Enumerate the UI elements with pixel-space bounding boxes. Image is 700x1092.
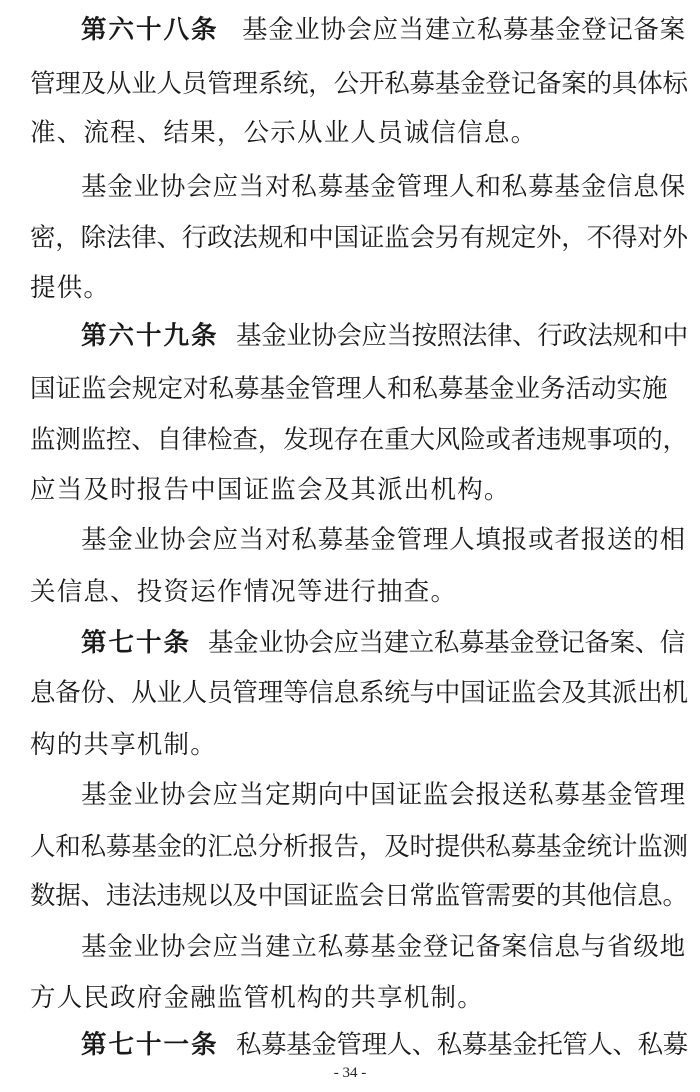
paragraph-line xyxy=(0,218,700,258)
paragraph-line xyxy=(0,827,700,867)
paragraph-line xyxy=(0,369,700,409)
article-title: 第六十八条 xyxy=(81,15,219,45)
paragraph-text: 管理及从业人员管理系统，公开私募基金登记备案的具体标 xyxy=(30,69,688,99)
page-number: - 34 - xyxy=(333,1065,367,1081)
paragraph-text: 基金业协会应当建立私募基金登记备案、信 xyxy=(208,628,685,658)
paragraph-line xyxy=(0,470,700,510)
paragraph-line xyxy=(0,725,700,765)
paragraph-text: 监测监控、自律检查，发现存在重大风险或者违规事项的， xyxy=(30,425,688,455)
paragraph-text: 基金业协会应当定期向中国证监会报送私募基金管理 xyxy=(81,780,686,810)
paragraph-line xyxy=(0,64,700,104)
paragraph-text: 基金业协会应当对私募基金管理人填报或者报送的相 xyxy=(81,525,686,555)
paragraph-text: 基金业协会应当建立私募基金登记备案信息与省级地 xyxy=(81,932,686,962)
paragraph-line xyxy=(0,113,700,153)
paragraph-text: 方人民政府金融监管机构的共享机制。 xyxy=(30,983,484,1013)
paragraph-text: 息备份、从业人员管理等信息系统与中国证监会及其派出机 xyxy=(30,678,688,708)
paragraph-text: 基金业协会应当建立私募基金登记备案 xyxy=(242,15,686,45)
paragraph-line xyxy=(0,268,700,308)
article-title: 第七十一条 xyxy=(81,1030,219,1060)
paragraph-line xyxy=(0,775,700,815)
paragraph-line xyxy=(0,1025,700,1065)
paragraph-line xyxy=(0,572,700,612)
paragraph-line xyxy=(0,876,700,916)
article-title: 第六十九条 xyxy=(81,321,219,351)
paragraph-line xyxy=(0,673,700,713)
paragraph-text: 基金业协会应当按照法律、行政法规和中 xyxy=(236,321,688,351)
paragraph-line xyxy=(0,10,700,50)
paragraph-line xyxy=(0,927,700,967)
paragraph-text: 人和私募基金的汇总分析报告，及时提供私募基金统计监测 xyxy=(30,832,688,862)
paragraph-text: 密，除法律、行政法规和中国证监会另有规定外，不得对外 xyxy=(30,223,688,253)
paragraph-text: 关信息、投资运作情况等进行抽查。 xyxy=(30,577,458,607)
paragraph-text: 提供。 xyxy=(30,273,111,303)
article-title: 第七十条 xyxy=(81,628,192,658)
paragraph-text: 构的共享机制。 xyxy=(30,730,217,760)
paragraph-text: 准、流程、结果，公示从业人员诚信信息。 xyxy=(30,118,538,148)
paragraph-line xyxy=(0,167,700,207)
paragraph-text: 私募基金管理人、私募基金托管人、私募 xyxy=(236,1030,688,1060)
paragraph-text: 应当及时报告中国证监会及其派出机构。 xyxy=(30,475,511,505)
paragraph-line xyxy=(0,978,700,1018)
paragraph-line xyxy=(0,623,700,663)
paragraph-text: 国证监会规定对私募基金管理人和私募基金业务活动实施 xyxy=(30,374,668,404)
paragraph-text: 数据、违法违规以及中国证监会日常监管需要的其他信息。 xyxy=(30,881,688,911)
paragraph-line xyxy=(0,316,700,356)
paragraph-line xyxy=(0,520,700,560)
paragraph-line xyxy=(0,420,700,460)
paragraph-text: 基金业协会应当对私募基金管理人和私募基金信息保 xyxy=(81,172,686,202)
